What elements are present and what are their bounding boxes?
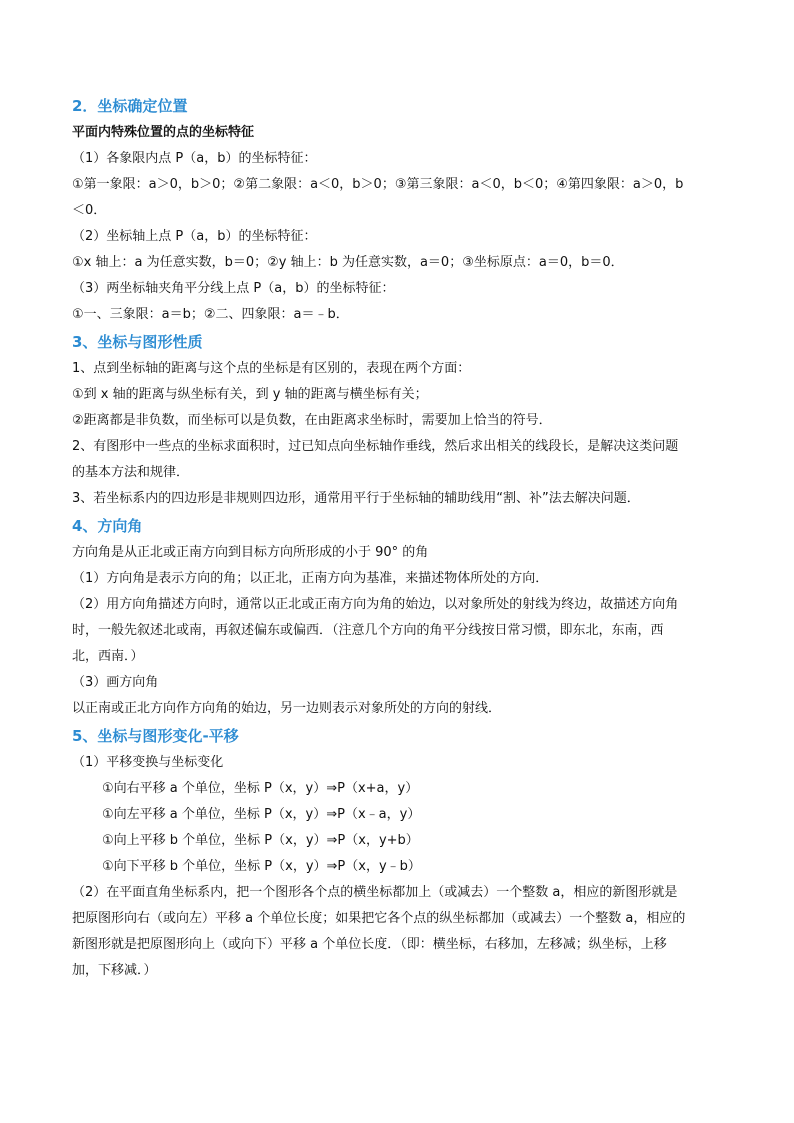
- section-3-line-3: ②距离都是非负数，而坐标可以是负数，在由距离求坐标时，需要加上恰当的符号．: [72, 413, 552, 428]
- section-3-heading: 3、坐标与图形性质: [72, 333, 203, 351]
- section-4-line-1: 方向角是从正北或正南方向到目标方向所形成的小于 90° 的角: [72, 545, 429, 560]
- section-5-line-7: 把原图形向右（或向左）平移 a 个单位长度；如果把它各个点的纵坐标都加（或减去）一个整数 a，相应的: [72, 911, 686, 926]
- section-3-line-1: 1、点到坐标轴的距离与这个点的坐标是有区别的，表现在两个方面：: [72, 361, 471, 376]
- section-2-line-5: ①x 轴上：a 为任意实数，b＝0；②y 轴上：b 为任意实数，a＝0；③坐标原点：a＝0，b＝0．: [72, 255, 624, 270]
- section-5-line-1: （1）平移变换与坐标变化: [72, 755, 224, 770]
- section-3-line-4: 2、有图形中一些点的坐标求面积时，过已知点向坐标轴作垂线，然后求出相关的线段长，是解决这类问题: [72, 439, 679, 454]
- section-2-line-1: （1）各象限内点 P（a，b）的坐标特征：: [72, 151, 317, 166]
- section-2-line-7: ①一、三象限：a＝b；②二、四象限：a＝﹣b．: [72, 307, 349, 322]
- section-4-line-3: （2）用方向角描述方向时，通常以正北或正南方向为角的始边，以对象所处的射线为终边，故描述方向角: [72, 597, 679, 612]
- section-2-line-6: （3）两坐标轴夹角平分线上点 P（a，b）的坐标特征：: [72, 281, 395, 296]
- section-5-rule-left: ①向左平移 a 个单位，坐标 P（x，y）⇒P（x﹣a，y）: [102, 807, 421, 822]
- section-5-rule-right: ①向右平移 a 个单位，坐标 P（x，y）⇒P（x+a，y）: [102, 781, 419, 796]
- section-4-line-5: 北，西南．）: [72, 649, 144, 664]
- section-5-line-6: （2）在平面直角坐标系内，把一个图形各个点的横坐标都加上（或减去）一个整数 a，相应的新图形就是: [72, 885, 678, 900]
- section-4-line-4: 时，一般先叙述北或南，再叙述偏东或偏西．（注意几个方向的角平分线按日常习惯，即东北，东南，西: [72, 623, 664, 638]
- section-5-rule-down: ①向下平移 b 个单位，坐标 P（x，y）⇒P（x，y﹣b）: [102, 859, 421, 874]
- section-3-line-2: ①到 x 轴的距离与纵坐标有关，到 y 轴的距离与横坐标有关；: [72, 387, 428, 402]
- section-2-line-3: ＜0．: [72, 203, 107, 218]
- section-2-subheading: 平面内特殊位置的点的坐标特征: [72, 125, 255, 140]
- section-4-heading: 4、方向角: [72, 517, 143, 535]
- section-2-heading: 2．坐标确定位置: [72, 97, 188, 115]
- section-3-line-5: 的基本方法和规律．: [72, 465, 190, 480]
- section-4-line-7: 以正南或正北方向作方向角的始边，另一边则表示对象所处的方向的射线．: [72, 701, 502, 716]
- section-5-rule-up: ①向上平移 b 个单位，坐标 P（x，y）⇒P（x，y+b）: [102, 833, 419, 848]
- section-4-line-6: （3）画方向角: [72, 675, 159, 690]
- section-2-line-4: （2）坐标轴上点 P（a，b）的坐标特征：: [72, 229, 317, 244]
- section-5-line-8: 新图形就是把原图形向上（或向下）平移 a 个单位长度．（即：横坐标，右移加，左移减；纵坐标，上移: [72, 937, 667, 952]
- section-3-line-6: 3、若坐标系内的四边形是非规则四边形，通常用平行于坐标轴的辅助线用“割、补”法去解决问题．: [72, 491, 640, 506]
- section-5-heading: 5、坐标与图形变化-平移: [72, 727, 239, 745]
- section-5-line-9: 加，下移减．）: [72, 963, 157, 978]
- document-page: [72, 92, 722, 984]
- section-2-line-2: ①第一象限：a＞0，b＞0；②第二象限：a＜0，b＞0；③第三象限：a＜0，b＜0；④第四象限：a＞0，b: [72, 177, 684, 192]
- section-4-line-2: （1）方向角是表示方向的角；以正北，正南方向为基准，来描述物体所处的方向．: [72, 571, 549, 586]
